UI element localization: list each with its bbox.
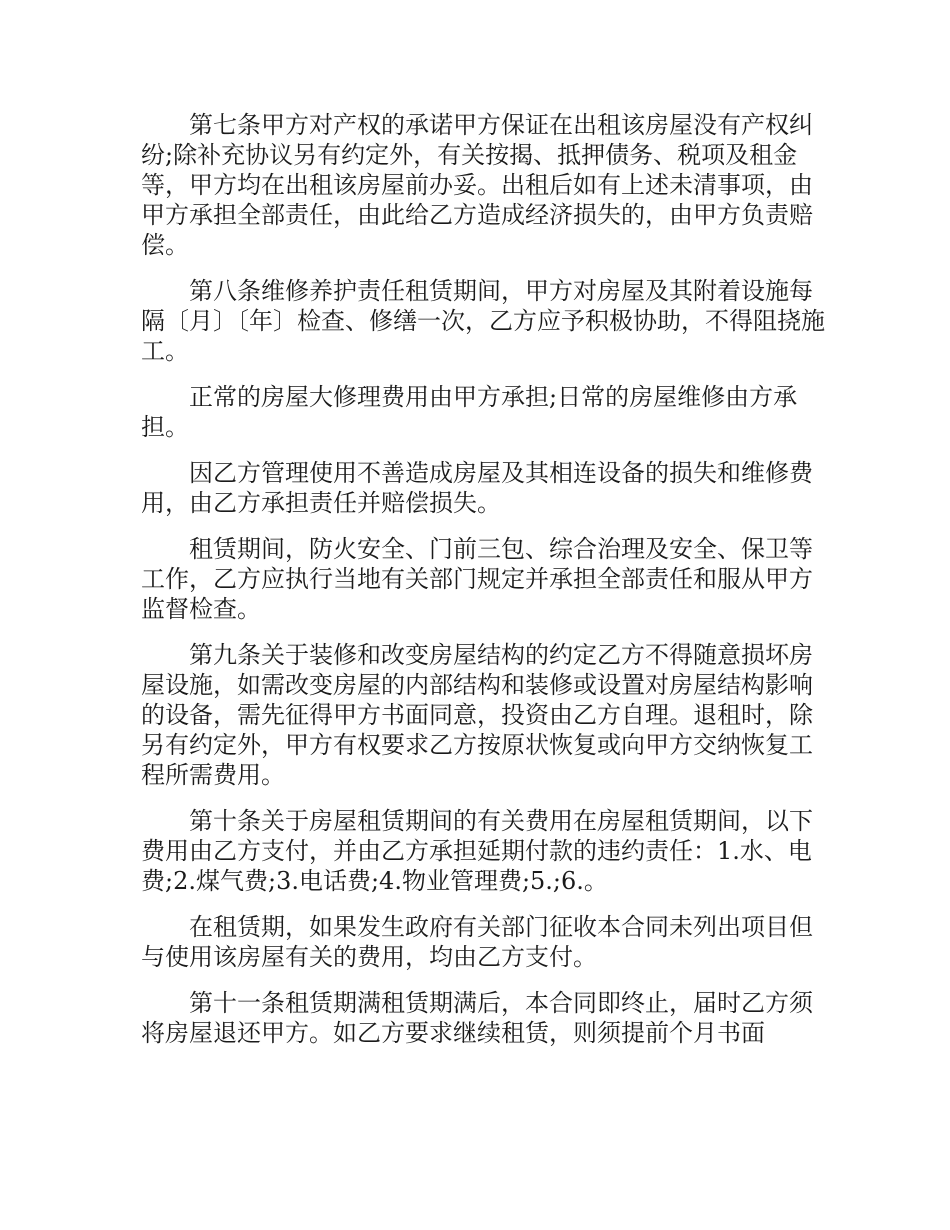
paragraph-article-9: 第九条关于装修和改变房屋结构的约定乙方不得随意损坏房屋设施，如需改变房屋的内部结构和装修或设置对房屋结构影响的设备，需先征得甲方书面同意，投资由乙方自理。退租时，除另有约定外，甲方有权要求乙方按原状恢复或向甲方交纳恢复工程所需费用。 xyxy=(141,641,813,789)
paragraph-article-11: 第十一条租赁期满租赁期满后，本合同即终止，届时乙方须将房屋退还甲方。如乙方要求继续租赁，则须提前个月书面 xyxy=(141,989,813,1047)
paragraph-safety-duties: 租赁期间，防火安全、门前三包、综合治理及安全、保卫等工作，乙方应执行当地有关部门规定并承担全部责任和服从甲方监督检查。 xyxy=(141,535,813,623)
paragraph-repair-costs: 正常的房屋大修理费用由甲方承担;日常的房屋维修由方承担。 xyxy=(141,383,798,441)
paragraph-article-8: 第八条维修养护责任租赁期间，甲方对房屋及其附着设施每隔〔月〕〔年〕检查、修缮一次，乙方应予积极协助，不得阻挠施工。 xyxy=(141,277,825,365)
paragraph-article-10: 第十条关于房屋租赁期间的有关费用在房屋租赁期间，以下费用由乙方支付，并由乙方承担延期付款的违约责任：1.水、电费;2.煤气费;3.电话费;4.物业管理费;5.;6.。 xyxy=(141,807,813,895)
paragraph-damage-liability: 因乙方管理使用不善造成房屋及其相连设备的损失和维修费用，由乙方承担责任并赔偿损失。 xyxy=(141,459,813,517)
document-body xyxy=(141,110,827,1064)
paragraph-article-7: 第七条甲方对产权的承诺甲方保证在出租该房屋没有产权纠纷;除补充协议另有约定外，有关按揭、抵押债务、税项及租金等，甲方均在出租该房屋前办妥。出租后如有上述未清事项，由甲方承担全部责任，由此给乙方造成经济损失的，由甲方负责赔偿。 xyxy=(141,111,813,259)
paragraph-government-fees: 在租赁期，如果发生政府有关部门征收本合同未列出项目但与使用该房屋有关的费用，均由乙方支付。 xyxy=(141,913,813,971)
